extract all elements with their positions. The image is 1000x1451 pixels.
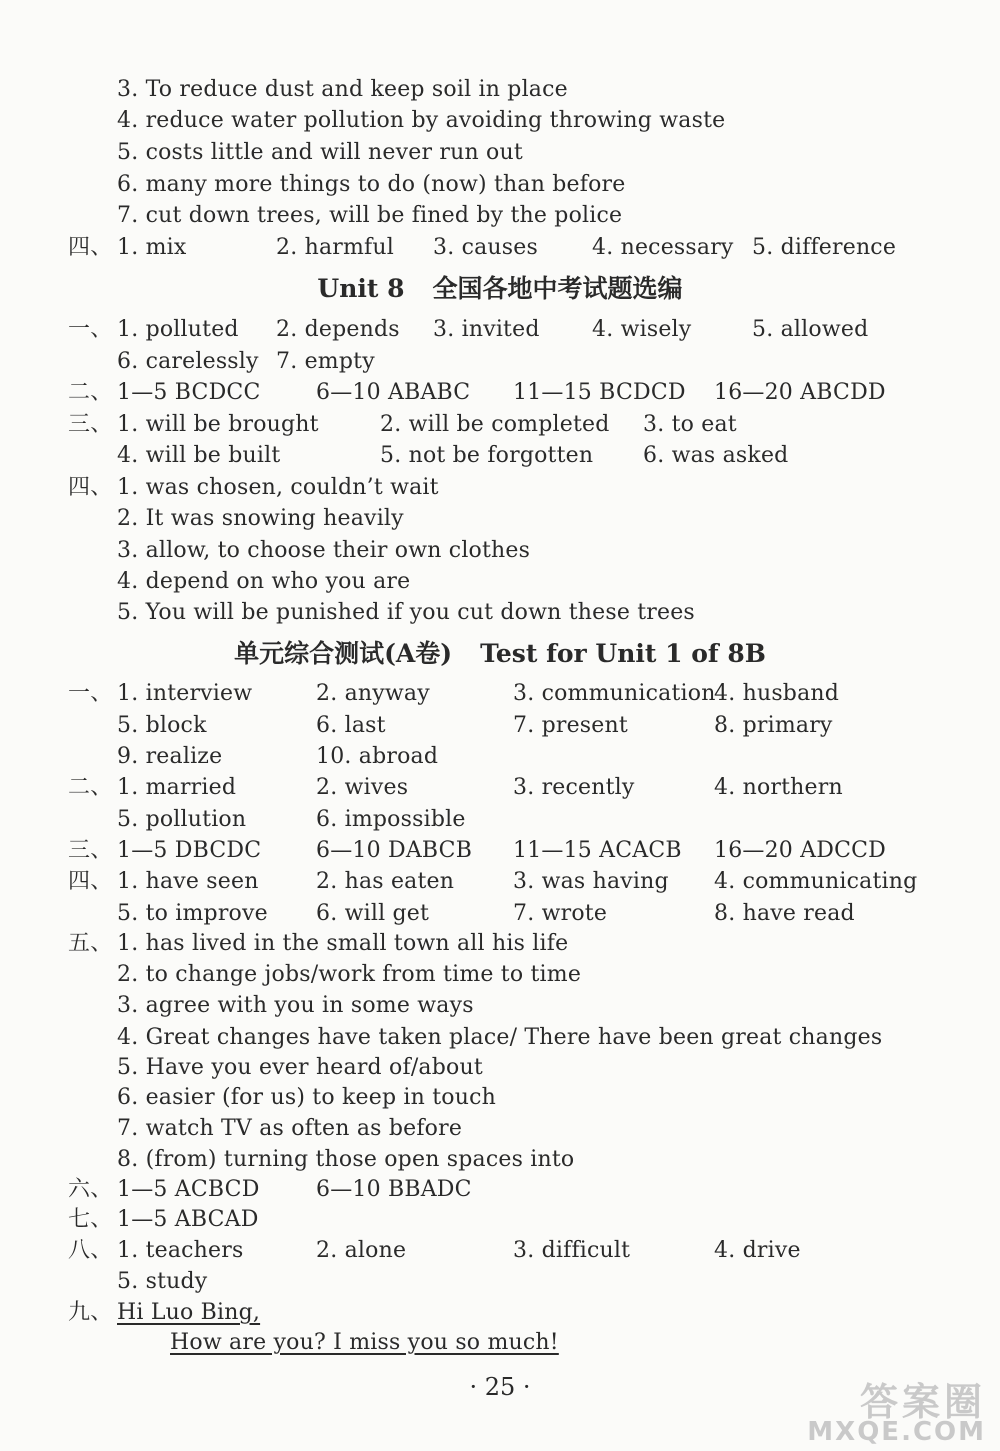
answer-item: 9. realize <box>117 744 223 769</box>
answer-item: 3. difficult <box>513 1238 631 1263</box>
answer-item: 8. (from) turning those open spaces into <box>117 1147 575 1172</box>
heading-part: Unit 8 <box>317 274 405 303</box>
answer-item: 7. cut down trees, will be fined by the police <box>117 203 623 228</box>
answer-item: 3. To reduce dust and keep soil in place <box>117 77 568 102</box>
answer-line <box>0 960 1000 990</box>
answer-line <box>0 1114 1000 1144</box>
page-number: · 25 · <box>469 1373 531 1401</box>
answer-item: 3. allow, to choose their own clothes <box>117 538 531 563</box>
answer-line <box>0 773 1000 803</box>
answer-item: 6. impossible <box>316 807 466 832</box>
answer-line <box>0 315 1000 345</box>
answer-line <box>0 473 1000 503</box>
answer-item: 1. was chosen, couldn’t wait <box>117 475 439 500</box>
answer-item: 2. has eaten <box>316 869 455 894</box>
answer-line <box>0 75 1000 105</box>
answer-line <box>0 410 1000 440</box>
answer-item: 6. carelessly <box>117 349 259 374</box>
answer-item: 16—20 ADCCD <box>714 838 887 863</box>
section-heading <box>0 636 1000 672</box>
answer-item: 2. harmful <box>276 235 394 260</box>
heading-part: Test for Unit 1 of 8B <box>480 639 766 668</box>
answer-item: 7. present <box>513 713 628 738</box>
watermark-text: 答案圈 <box>859 1380 986 1424</box>
answer-item: 1. polluted <box>117 317 239 342</box>
section-number: 一、 <box>68 317 113 342</box>
answer-item: 2. wives <box>316 775 409 800</box>
heading-part: 单元综合测试(A卷) <box>234 639 453 668</box>
section-number: 七、 <box>68 1207 113 1232</box>
answer-line <box>0 1298 1000 1328</box>
answer-item: 3. was having <box>513 869 669 894</box>
answer-item: 2. will be completed <box>380 412 610 437</box>
answer-item: 4. northern <box>714 775 843 800</box>
answer-item: 1. married <box>117 775 237 800</box>
answer-item: 6. easier (for us) to keep in touch <box>117 1085 496 1110</box>
answer-item: 6. was asked <box>643 443 789 468</box>
heading-part: 全国各地中考试题选编 <box>432 274 683 303</box>
answer-line <box>0 378 1000 408</box>
answer-line <box>0 899 1000 929</box>
answer-item: 4. husband <box>714 681 840 706</box>
answer-item: 10. abroad <box>316 744 439 769</box>
section-number: 九、 <box>68 1300 113 1325</box>
answer-item: 1—5 ACBCD <box>117 1177 260 1202</box>
answer-line <box>0 441 1000 471</box>
answer-line <box>0 170 1000 200</box>
answer-line <box>0 347 1000 377</box>
answer-item: 1. has lived in the small town all his life <box>117 931 569 956</box>
section-number: 二、 <box>68 775 113 800</box>
answer-item: 3. recently <box>513 775 635 800</box>
answer-item: 5. to improve <box>117 901 268 926</box>
answer-item: 7. empty <box>276 349 375 374</box>
answer-item: 1. interview <box>117 681 253 706</box>
answer-item: 2. depends <box>276 317 400 342</box>
answer-item: 7. watch TV as often as before <box>117 1116 463 1141</box>
section-number: 四、 <box>68 869 113 894</box>
answer-item: 1—5 DBCDC <box>117 838 262 863</box>
answer-item: 4. Great changes have taken place/ There have been great changes <box>117 1025 883 1050</box>
answer-item: 1. teachers <box>117 1238 244 1263</box>
answer-item: 2. to change jobs/work from time to time <box>117 962 582 987</box>
answer-line <box>0 742 1000 772</box>
answer-line <box>0 1053 1000 1083</box>
answer-item: 6. will get <box>316 901 430 926</box>
answer-item: 4. necessary <box>592 235 734 260</box>
answer-item: 7. wrote <box>513 901 608 926</box>
answer-item: 1—5 ABCAD <box>117 1207 259 1232</box>
answer-line <box>0 138 1000 168</box>
answer-item: 2. It was snowing heavily <box>117 506 404 531</box>
answer-item: 5. You will be punished if you cut down these trees <box>117 600 695 625</box>
section-number: 五、 <box>68 931 113 956</box>
section-heading <box>0 271 1000 307</box>
answer-line <box>0 504 1000 534</box>
answer-item: 1. mix <box>117 235 187 260</box>
answer-line <box>0 1023 1000 1053</box>
section-number: 八、 <box>68 1238 113 1263</box>
answer-line <box>0 1236 1000 1266</box>
answer-item: 5. Have you ever heard of/about <box>117 1055 483 1080</box>
answer-item: 16—20 ABCDD <box>714 380 886 405</box>
watermark-url: MXQE.COM <box>807 1417 986 1447</box>
answer-item: 6—10 DABCB <box>316 838 473 863</box>
answer-item: 8. have read <box>714 901 855 926</box>
answer-line <box>0 201 1000 231</box>
answer-line <box>0 1205 1000 1235</box>
answer-item: 5. pollution <box>117 807 247 832</box>
answer-line <box>0 1145 1000 1175</box>
answer-item: 6—10 ABABC <box>316 380 471 405</box>
answer-line <box>0 233 1000 263</box>
section-number: 二、 <box>68 380 113 405</box>
answer-item: 4. communicating <box>714 869 918 894</box>
watermark-logo <box>742 1371 992 1447</box>
answer-item: 3. communication <box>513 681 716 706</box>
answer-item: 11—15 BCDCD <box>513 380 686 405</box>
answer-item: How are you? I miss you so much! <box>170 1330 559 1355</box>
answer-item: 5. not be forgotten <box>380 443 594 468</box>
answer-item: 5. difference <box>752 235 897 260</box>
answer-line <box>0 1175 1000 1205</box>
answer-item: 3. to eat <box>643 412 737 437</box>
answer-item: 1. have seen <box>117 869 259 894</box>
answer-line <box>0 867 1000 897</box>
answer-item: 8. primary <box>714 713 833 738</box>
answer-item: Hi Luo Bing, <box>117 1300 261 1325</box>
answer-item: 6. last <box>316 713 386 738</box>
answer-line <box>0 567 1000 597</box>
section-number: 四、 <box>68 235 113 260</box>
answer-item: 6—10 BBADC <box>316 1177 472 1202</box>
answer-line <box>0 598 1000 628</box>
answer-item: 4. depend on who you are <box>117 569 411 594</box>
answer-line <box>0 1267 1000 1297</box>
answer-item: 5. study <box>117 1269 208 1294</box>
answer-line <box>0 679 1000 709</box>
answer-item: 4. reduce water pollution by avoiding throwing waste <box>117 108 726 133</box>
answer-line <box>0 711 1000 741</box>
answer-item: 5. block <box>117 713 207 738</box>
section-number: 一、 <box>68 681 113 706</box>
answer-item: 1—5 BCDCC <box>117 380 261 405</box>
answer-line <box>0 929 1000 959</box>
answer-item: 1. will be brought <box>117 412 319 437</box>
answer-item: 11—15 ACACB <box>513 838 682 863</box>
answer-item: 5. costs little and will never run out <box>117 140 523 165</box>
answer-item: 6. many more things to do (now) than before <box>117 172 626 197</box>
answer-item: 4. wisely <box>592 317 692 342</box>
answer-line <box>0 805 1000 835</box>
answer-line <box>0 1328 1000 1358</box>
answer-line <box>0 991 1000 1021</box>
answer-line <box>0 836 1000 866</box>
answer-line <box>0 536 1000 566</box>
answer-item: 4. drive <box>714 1238 801 1263</box>
section-number: 三、 <box>68 412 113 437</box>
section-number: 四、 <box>68 475 113 500</box>
answer-item: 3. invited <box>433 317 540 342</box>
answer-item: 3. agree with you in some ways <box>117 993 474 1018</box>
answer-line <box>0 106 1000 136</box>
answer-item: 2. anyway <box>316 681 430 706</box>
answer-item: 3. causes <box>433 235 538 260</box>
answer-line <box>0 1083 1000 1113</box>
section-number: 三、 <box>68 838 113 863</box>
answer-item: 4. will be built <box>117 443 281 468</box>
answer-item: 5. allowed <box>752 317 869 342</box>
answer-item: 2. alone <box>316 1238 407 1263</box>
section-number: 六、 <box>68 1177 113 1202</box>
